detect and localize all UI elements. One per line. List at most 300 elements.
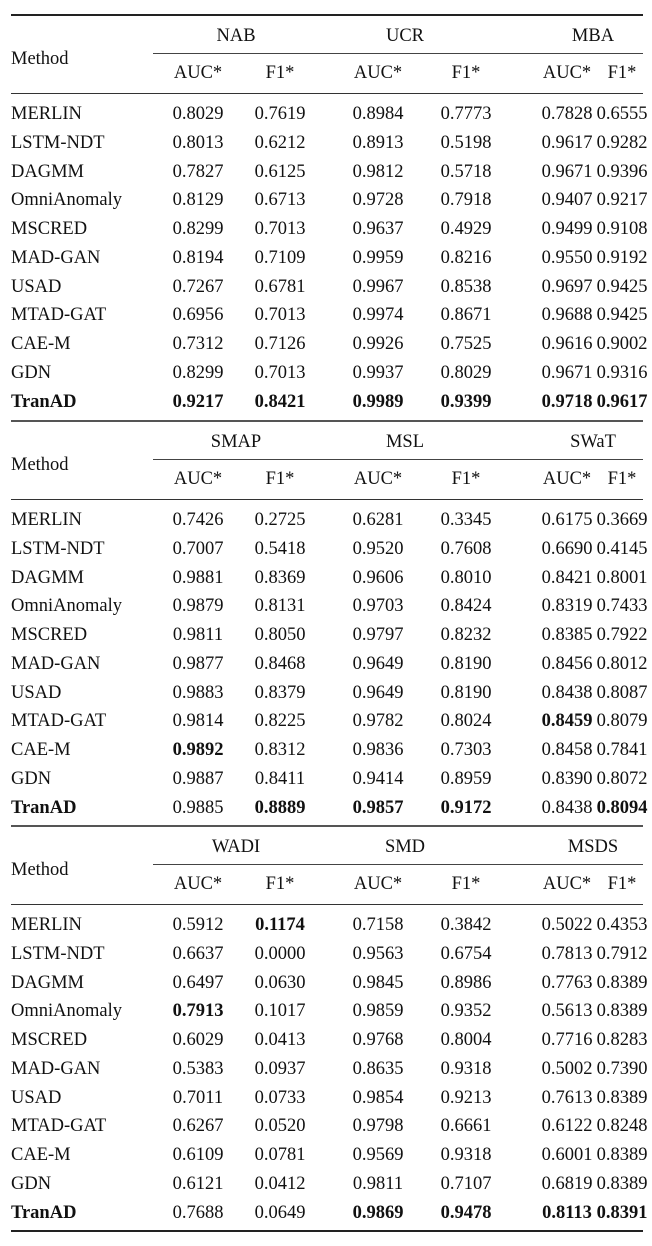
table-row [11,914,648,936]
metric-header: AUC* [542,874,592,894]
metric-value: 0.0520 [254,1116,306,1137]
table-section [11,14,648,424]
metric-value: 0.8001 [596,567,648,588]
method-name: MAD-GAN [11,653,101,674]
metric-value: 0.8389 [596,1087,648,1108]
metric-value: 0.7013 [254,219,306,239]
header-midrule [11,93,643,94]
metric-value: 0.9396 [596,161,648,182]
table-row [11,161,648,183]
metric-header: F1* [607,469,637,489]
metric-value: 0.8538 [440,276,492,297]
metric-value: 0.3669 [596,510,648,530]
metric-value: 0.7827 [172,161,224,182]
metric-value: 0.8635 [352,1058,404,1079]
metric-value: 0.8312 [254,740,306,760]
metric-value: 0.5613 [541,1001,593,1022]
metric-value: 0.7525 [440,334,492,354]
top-rule [11,14,643,16]
table-row [11,304,648,326]
metric-value: 0.9703 [352,596,404,617]
metric-value: 0.8369 [254,567,306,588]
metric-value: 0.9877 [172,653,224,674]
metric-value: 0.8050 [254,625,306,645]
metric-value: 0.8087 [596,682,648,703]
metric-value: 0.9316 [596,362,648,383]
metric-value: 0.7426 [172,510,224,530]
metric-value: 0.5022 [541,915,593,935]
method-name: USAD [11,682,62,703]
metric-value: 0.9811 [172,625,224,645]
method-name: GDN [11,768,52,789]
metric-value: 0.7773 [440,104,492,124]
metric-value: 0.9550 [541,247,593,268]
metric-value: 0.9671 [541,161,593,182]
table-row [11,653,648,675]
dataset-header: MSL [385,432,425,452]
metric-value: 0.9836 [352,740,404,760]
header-cmidrule [153,53,643,54]
dataset-header: SMD [384,837,426,857]
method-name: MAD-GAN [11,1058,101,1079]
metric-value: 0.9407 [541,190,593,211]
metric-value: 0.8194 [172,247,224,268]
method-name: OmniAnomaly [11,190,122,211]
metric-value: 0.7813 [541,943,593,964]
method-name: DAGMM [11,567,84,588]
metric-value: 0.7688 [172,1202,224,1223]
method-name: CAE-M [11,740,71,760]
metric-value: 0.7918 [440,190,492,211]
metric-value: 0.9213 [440,1087,492,1108]
method-name: LSTM-NDT [11,538,105,559]
metric-value: 0.7619 [254,104,306,124]
metric-value: 0.8113 [542,1202,592,1223]
metric-value: 0.7013 [254,305,306,326]
metric-value: 0.8248 [596,1116,648,1137]
metric-value: 0.9569 [352,1145,404,1165]
metric-value: 0.8094 [596,797,648,818]
metric-header: F1* [265,469,295,489]
metric-value: 0.9869 [352,1202,404,1223]
table-row [11,595,648,617]
metric-value: 0.8190 [440,682,492,703]
table-row [11,797,648,819]
metric-value: 0.1017 [254,1001,306,1022]
table-row [11,218,648,240]
metric-value: 0.8390 [541,768,593,789]
method-name: GDN [11,1173,52,1194]
dataset-header: MBA [571,26,615,46]
metric-value: 0.9814 [172,711,224,732]
metric-value: 0.9499 [541,219,593,239]
metric-value: 0.9728 [352,190,404,211]
method-name: MSCRED [11,625,88,645]
metric-value: 0.9885 [172,797,224,818]
method-name: MSCRED [11,1030,88,1050]
metric-value: 0.9172 [440,797,492,818]
metric-value: 0.9797 [352,625,404,645]
metric-header: AUC* [173,469,223,489]
metric-value: 0.0937 [254,1058,306,1079]
metric-value: 0.9845 [352,972,404,993]
metric-value: 0.9217 [172,391,224,412]
metric-value: 0.8024 [440,711,492,732]
metric-value: 0.8913 [352,132,404,153]
metric-value: 0.0649 [254,1202,306,1223]
section-separator [11,825,643,827]
metric-value: 0.6661 [440,1116,492,1137]
column-header-method: Method [11,455,69,475]
metric-value: 0.6122 [541,1116,593,1137]
metric-value: 0.8959 [440,768,492,789]
metric-value: 0.7303 [440,740,492,760]
metric-value: 0.6713 [254,190,306,211]
metric-value: 0.8004 [440,1030,492,1050]
method-name: USAD [11,276,62,297]
method-name: MAD-GAN [11,247,101,268]
metric-header: AUC* [542,469,592,489]
metric-header: AUC* [173,63,223,83]
metric-value: 0.9989 [352,391,404,412]
metric-value: 0.3345 [440,510,492,530]
metric-value: 0.9812 [352,161,404,182]
table-row [11,943,648,965]
dataset-header: UCR [385,26,425,46]
metric-value: 0.7912 [596,943,648,964]
metric-value: 0.7126 [254,334,306,354]
metric-value: 0.3842 [440,915,492,935]
dataset-header: SMAP [210,432,262,452]
metric-value: 0.9811 [352,1173,404,1194]
metric-value: 0.5912 [172,915,224,935]
metric-value: 0.7716 [541,1030,593,1050]
metric-value: 0.8421 [541,567,593,588]
metric-value: 0.6109 [172,1145,224,1165]
metric-value: 0.6029 [172,1030,224,1050]
metric-header: F1* [451,469,481,489]
table-row [11,509,648,531]
column-header-method: Method [11,860,69,880]
metric-value: 0.8421 [254,391,306,412]
table-section [11,420,648,830]
metric-value: 0.8072 [596,768,648,789]
metric-value: 0.9352 [440,1001,492,1022]
metric-value: 0.7613 [541,1087,593,1108]
metric-value: 0.7158 [352,915,404,935]
metric-value: 0.6121 [172,1173,224,1194]
method-name: MTAD-GAT [11,305,107,326]
method-name: TranAD [11,797,77,818]
metric-value: 0.9425 [596,305,648,326]
metric-value: 0.6956 [172,305,224,326]
table-row [11,1058,648,1080]
metric-value: 0.0781 [254,1145,306,1165]
metric-value: 0.8391 [596,1202,648,1223]
metric-value: 0.7390 [596,1058,648,1079]
metric-value: 0.9318 [440,1058,492,1079]
metric-value: 0.9192 [596,247,648,268]
table-row [11,972,648,994]
method-name: OmniAnomaly [11,1001,122,1022]
method-name: DAGMM [11,972,84,993]
metric-value: 0.9478 [440,1202,492,1223]
metric-value: 0.8190 [440,653,492,674]
method-name: MSCRED [11,219,88,239]
metric-value: 0.5383 [172,1058,224,1079]
dataset-header: MSDS [567,837,619,857]
table-row [11,1087,648,1109]
table-row [11,1202,648,1224]
metric-value: 0.7913 [172,1001,224,1022]
metric-value: 0.8438 [541,682,593,703]
metric-value: 0.5718 [440,161,492,182]
metric-value: 0.7013 [254,362,306,383]
metric-value: 0.0630 [254,972,306,993]
table-row [11,333,648,355]
metric-value: 0.8458 [541,740,593,760]
metric-header: F1* [607,874,637,894]
method-name: MERLIN [11,104,82,124]
metric-value: 0.9617 [596,391,648,412]
table-row [11,362,648,384]
metric-value: 0.9883 [172,682,224,703]
metric-value: 0.6819 [541,1173,593,1194]
method-name: CAE-M [11,1145,71,1165]
metric-value: 0.8299 [172,362,224,383]
table-row [11,682,648,704]
method-name: TranAD [11,391,77,412]
bottom-rule [11,1230,643,1232]
table-row [11,538,648,560]
metric-value: 0.9881 [172,567,224,588]
metric-value: 0.6637 [172,943,224,964]
metric-value: 0.9520 [352,538,404,559]
metric-value: 0.8379 [254,682,306,703]
metric-value: 0.9974 [352,305,404,326]
metric-value: 0.7922 [596,625,648,645]
metric-value: 0.9671 [541,362,593,383]
metric-value: 0.9637 [352,219,404,239]
metric-value: 0.8389 [596,1145,648,1165]
metric-value: 0.9782 [352,711,404,732]
metric-value: 0.0413 [254,1030,306,1050]
metric-value: 0.7007 [172,538,224,559]
metric-value: 0.9217 [596,190,648,211]
metric-value: 0.8225 [254,711,306,732]
metric-value: 0.6690 [541,538,593,559]
metric-value: 0.8986 [440,972,492,993]
metric-value: 0.7841 [596,740,648,760]
metric-value: 0.8131 [254,596,306,617]
method-name: MTAD-GAT [11,711,107,732]
metric-value: 0.8029 [172,104,224,124]
table-row [11,1173,648,1195]
metric-value: 0.6497 [172,972,224,993]
method-name: MTAD-GAT [11,1116,107,1137]
metric-value: 0.8424 [440,596,492,617]
metric-value: 0.8468 [254,653,306,674]
metric-value: 0.8438 [541,797,593,818]
table-row [11,624,648,646]
column-header-method: Method [11,49,69,69]
table-row [11,768,648,790]
metric-value: 0.6175 [541,510,593,530]
metric-value: 0.7312 [172,334,224,354]
metric-value: 0.8389 [596,1173,648,1194]
metric-value: 0.9617 [541,132,593,153]
metric-value: 0.8129 [172,190,224,211]
method-name: LSTM-NDT [11,132,105,153]
table-row [11,739,648,761]
method-name: GDN [11,362,52,383]
metric-value: 0.6125 [254,161,306,182]
method-name: MERLIN [11,510,82,530]
table-row [11,1115,648,1137]
table-row [11,103,648,125]
metric-value: 0.7763 [541,972,593,993]
metric-value: 0.8984 [352,104,404,124]
dataset-header: NAB [216,26,256,46]
metric-value: 0.9616 [541,334,593,354]
metric-value: 0.9926 [352,334,404,354]
metric-value: 0.5198 [440,132,492,153]
dataset-header: WADI [211,837,261,857]
metric-value: 0.8456 [541,653,593,674]
metric-value: 0.8283 [596,1030,648,1050]
metric-value: 0.8319 [541,596,593,617]
table-section [11,825,648,1232]
method-name: OmniAnomaly [11,596,122,617]
metric-value: 0.9967 [352,276,404,297]
header-midrule [11,499,643,500]
metric-value: 0.9768 [352,1030,404,1050]
method-name: MERLIN [11,915,82,935]
metric-value: 0.8389 [596,1001,648,1022]
metric-header: AUC* [173,874,223,894]
metric-header: AUC* [353,469,403,489]
metric-value: 0.8299 [172,219,224,239]
metric-value: 0.9879 [172,596,224,617]
metric-value: 0.1174 [255,915,305,935]
metric-value: 0.9282 [596,132,648,153]
metric-value: 0.8079 [596,711,648,732]
metric-value: 0.9414 [352,768,404,789]
header-midrule [11,904,643,905]
table-row [11,391,648,413]
metric-value: 0.7109 [254,247,306,268]
metric-value: 0.9887 [172,768,224,789]
method-name: TranAD [11,1202,77,1223]
metric-value: 0.9798 [352,1116,404,1137]
metric-value: 0.9892 [172,740,224,760]
metric-value: 0.9959 [352,247,404,268]
metric-header: F1* [607,63,637,83]
metric-value: 0.9697 [541,276,593,297]
header-cmidrule [153,864,643,865]
metric-header: F1* [265,874,295,894]
metric-value: 0.9718 [541,391,593,412]
metric-value: 0.9318 [440,1145,492,1165]
metric-value: 0.8029 [440,362,492,383]
metric-value: 0.8459 [541,711,593,732]
metric-header: AUC* [542,63,592,83]
table-row [11,567,648,589]
table-row [11,132,648,154]
metric-value: 0.8385 [541,625,593,645]
metric-value: 0.0733 [254,1087,306,1108]
metric-value: 0.9857 [352,797,404,818]
metric-value: 0.2725 [254,510,306,530]
method-name: DAGMM [11,161,84,182]
metric-value: 0.8216 [440,247,492,268]
metric-value: 0.9688 [541,305,593,326]
metric-value: 0.7608 [440,538,492,559]
metric-value: 0.8411 [254,768,306,789]
metric-value: 0.4353 [596,915,648,935]
method-name: CAE-M [11,334,71,354]
section-separator [11,420,643,422]
metric-value: 0.5002 [541,1058,593,1079]
table-row [11,1144,648,1166]
metric-value: 0.7107 [440,1173,492,1194]
metric-header: F1* [451,874,481,894]
metric-value: 0.6212 [254,132,306,153]
metric-value: 0.9859 [352,1001,404,1022]
metric-value: 0.8013 [172,132,224,153]
metric-value: 0.4929 [440,219,492,239]
metric-value: 0.8889 [254,797,306,818]
metric-value: 0.0412 [254,1173,306,1194]
metric-header: F1* [451,63,481,83]
metric-value: 0.7011 [172,1087,224,1108]
metric-value: 0.6555 [596,104,648,124]
table-row [11,710,648,732]
metric-header: AUC* [353,874,403,894]
metric-value: 0.6781 [254,276,306,297]
metric-value: 0.6281 [352,510,404,530]
metric-value: 0.7433 [596,596,648,617]
metric-value: 0.5418 [254,538,306,559]
table-row [11,189,648,211]
metric-value: 0.6267 [172,1116,224,1137]
metric-value: 0.9649 [352,682,404,703]
metric-value: 0.9563 [352,943,404,964]
table-row [11,1000,648,1022]
metric-header: F1* [265,63,295,83]
dataset-header: SWaT [570,432,616,452]
metric-value: 0.0000 [254,943,306,964]
method-name: LSTM-NDT [11,943,105,964]
metric-value: 0.8389 [596,972,648,993]
metric-value: 0.9425 [596,276,648,297]
metric-value: 0.9002 [596,334,648,354]
metric-value: 0.7267 [172,276,224,297]
metric-value: 0.9937 [352,362,404,383]
metric-header: AUC* [353,63,403,83]
table-row [11,247,648,269]
method-name: USAD [11,1087,62,1108]
table-row [11,276,648,298]
metric-value: 0.9606 [352,567,404,588]
metric-value: 0.8012 [596,653,648,674]
metric-value: 0.9108 [596,219,648,239]
metric-value: 0.8010 [440,567,492,588]
metric-value: 0.6001 [541,1145,593,1165]
header-cmidrule [153,459,643,460]
metric-value: 0.4145 [596,538,648,559]
metric-value: 0.9399 [440,391,492,412]
